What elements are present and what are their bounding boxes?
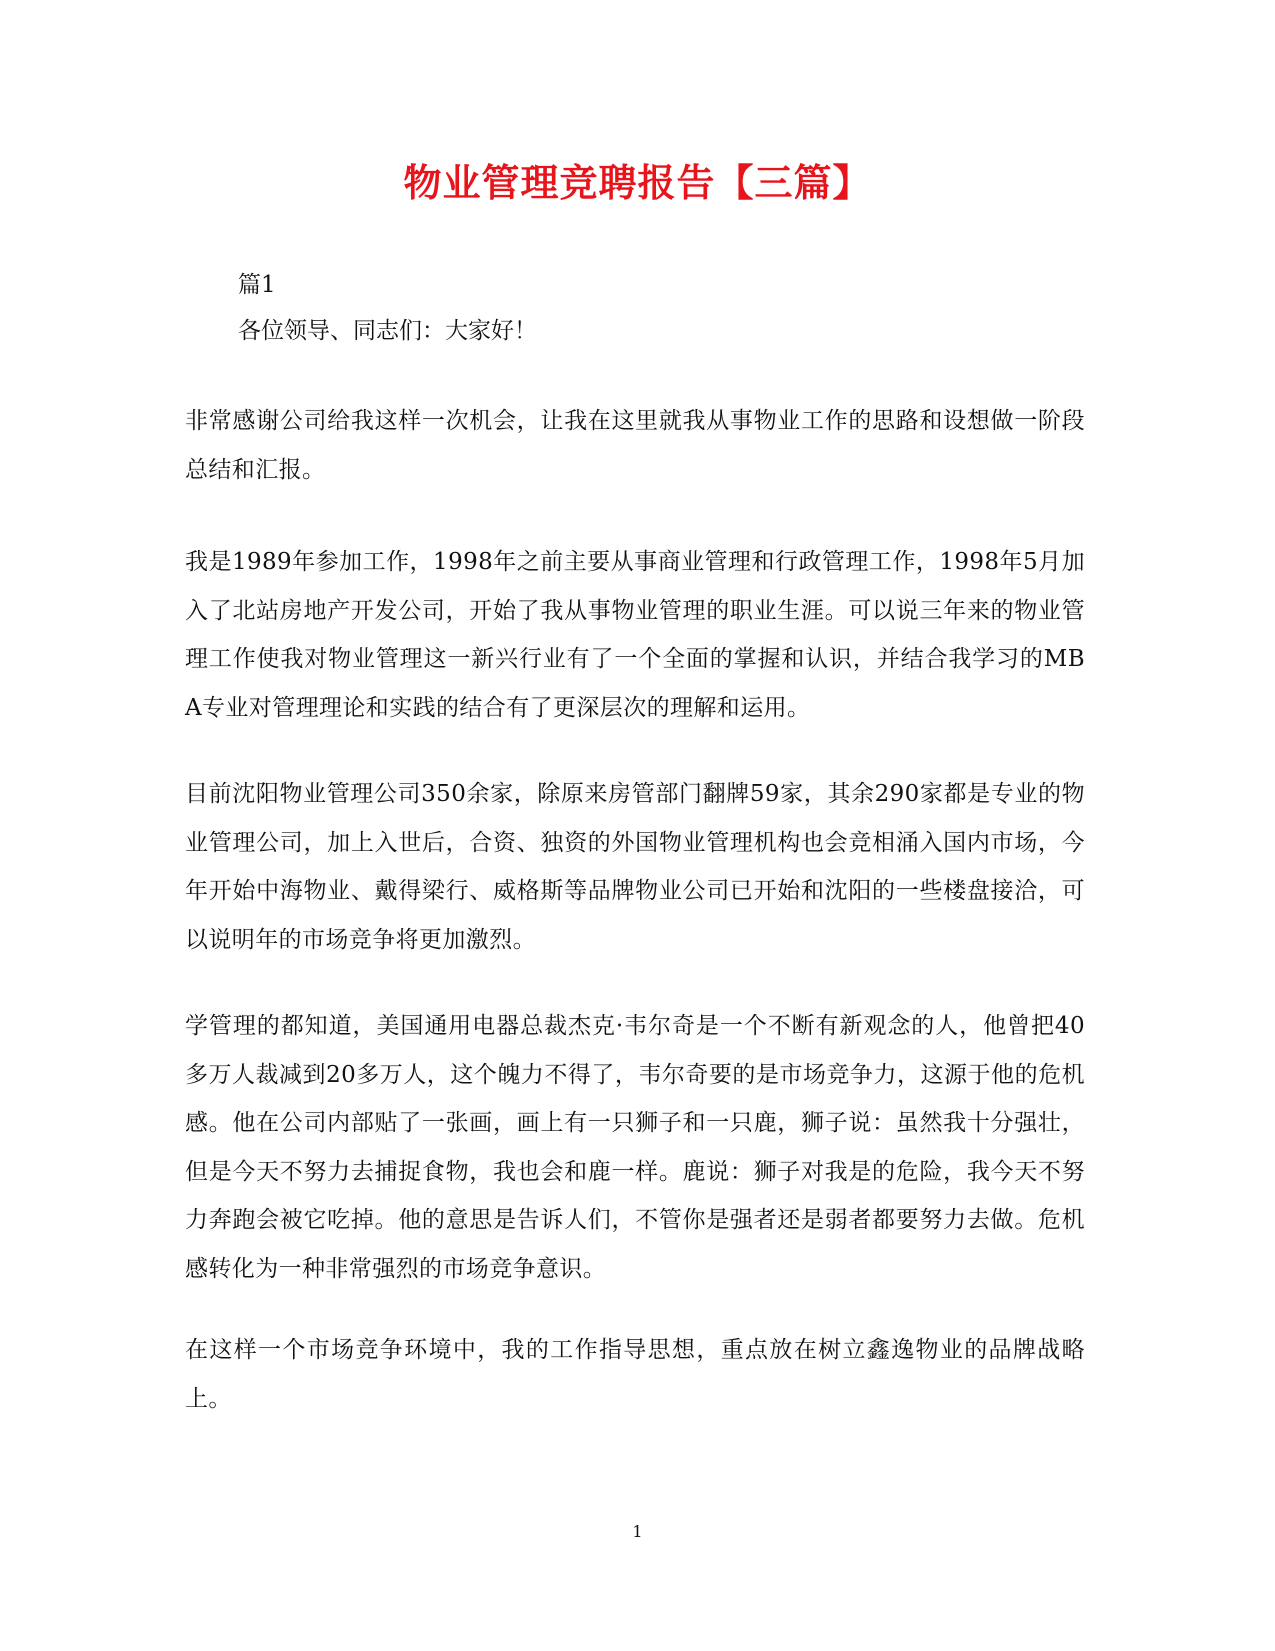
section-label: 篇1	[238, 272, 276, 298]
paragraph-3: 目前沈阳物业管理公司350余家，除原来房管部门翻牌59家，其余290家都是专业的物业管理公司，加上入世后，合资、独资的外国物业管理机构也会竞相涌入国内市场，今年开始中海物业、戴得梁行、威格斯等品牌物业公司已开始和沈阳的一些楼盘接洽，可以说明年的市场竞争将更加激烈。	[185, 781, 1085, 953]
page-number: 1	[632, 1522, 643, 1541]
paragraph-1: 非常感谢公司给我这样一次机会，让我在这里就我从事物业工作的思路和设想做一阶段总结和汇报。	[185, 408, 1085, 483]
paragraph-4: 学管理的都知道，美国通用电器总裁杰克·韦尔奇是一个不断有新观念的人，他曾把40多万人裁减到20多万人，这个魄力不得了，韦尔奇要的是市场竞争力，这源于他的危机感。他在公司内部贴了一张画，画上有一只狮子和一只鹿，狮子说：虽然我十分强壮，但是今天不努力去捕捉食物，我也会和鹿一样。鹿说：狮子对我是的危险，我今天不努力奔跑会被它吃掉。他的意思是告诉人们，不管你是强者还是弱者都要努力去做。危机感转化为一种非常强烈的市场竞争意识。	[185, 1013, 1085, 1282]
paragraph-5: 在这样一个市场竞争环境中，我的工作指导思想，重点放在树立鑫逸物业的品牌战略上。	[185, 1337, 1085, 1412]
greeting-line: 各位领导、同志们：大家好！	[238, 318, 537, 344]
paragraph-2: 我是1989年参加工作，1998年之前主要从事商业管理和行政管理工作，1998年5月加入了北站房地产开发公司，开始了我从事物业管理的职业生涯。可以说三年来的物业管理工作使我对物业管理这一新兴行业有了一个全面的掌握和认识，并结合我学习的MBA专业对管理理论和实践的结合有了更深层次的理解和运用。	[185, 549, 1085, 721]
document-title: 物业管理竞聘报告【三篇】	[403, 160, 872, 205]
